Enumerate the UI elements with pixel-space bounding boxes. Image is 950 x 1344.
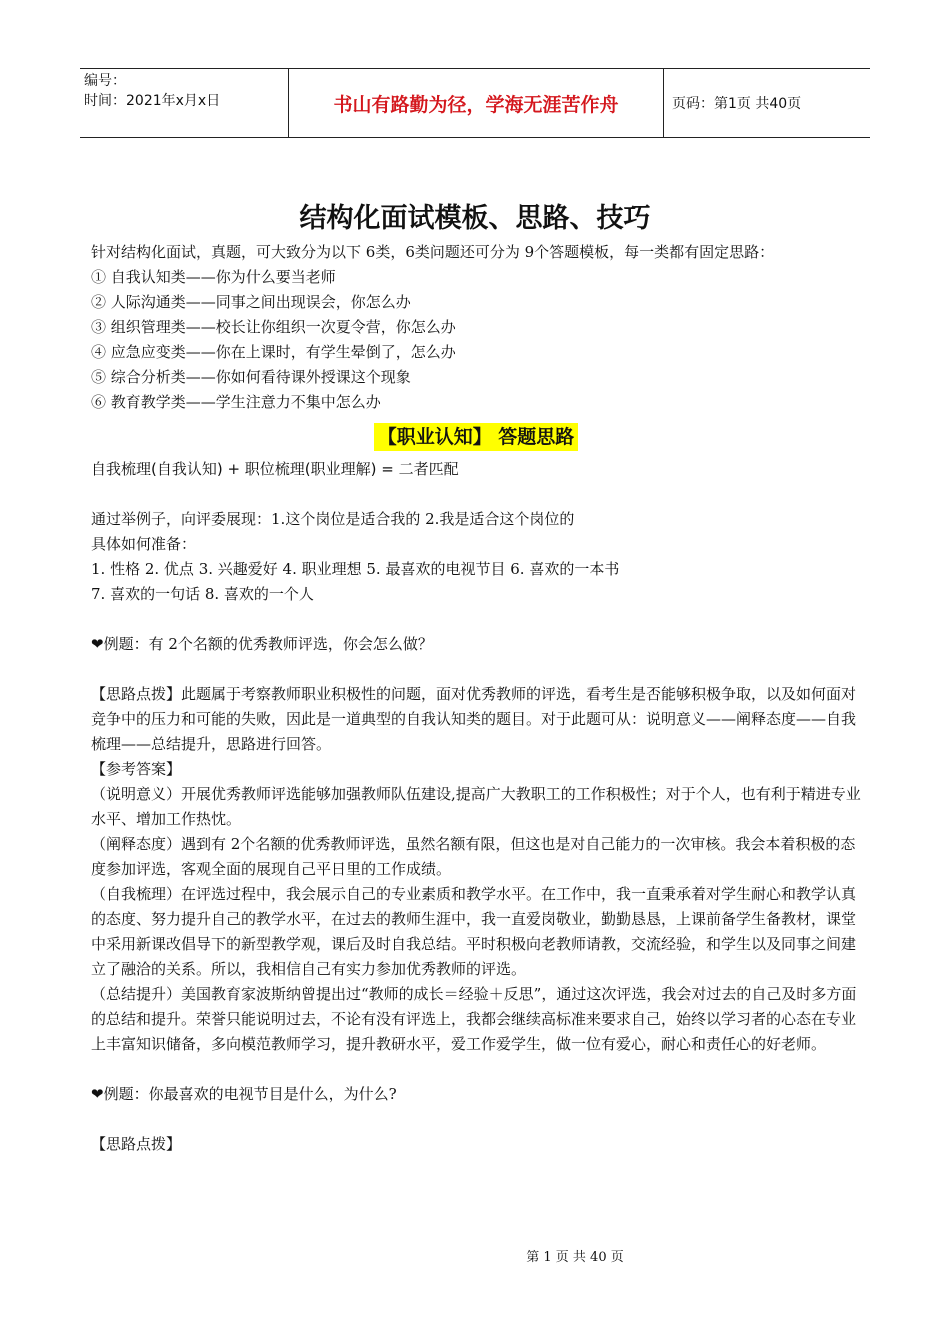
category-item: ④ 应急应变类——你在上课时，有学生晕倒了，怎么办 bbox=[91, 343, 456, 361]
document-title: 结构化面试模板、思路、技巧 bbox=[299, 203, 651, 234]
show-line: 通过举例子，向评委展现：1.这个岗位是适合我的 2.我是适合这个岗位的 bbox=[91, 510, 575, 528]
formula-line: 自我梳理(自我认知) + 职位梳理(职业理解) = 二者匹配 bbox=[91, 460, 459, 478]
answer-paragraph: （说明意义）开展优秀教师评选能够加强教师队伍建设,提高广大教职工的工作积极性；对于个人，也有利于精进专业水平、增加工作热忱。 bbox=[91, 785, 861, 828]
intro-paragraph: 针对结构化面试，真题，可大致分为以下 6类，6类问题还可分为 9个答题模板，每一类都有固定思路： bbox=[91, 243, 775, 261]
page-header bbox=[80, 68, 870, 138]
answer-paragraph: （自我梳理）在评选过程中，我会展示自己的专业素质和教学水平。在工作中，我一直秉承着对学生耐心和教学认真的态度、努力提升自己的教学水平，在过去的教师生涯中，我一直爱岗敬业，勤勤恳恳，上课前备学生备教材，课堂中采用新课改倡导下的新型教学观，课后及时自我总结。平时积极向老教师请教，交流经验，和学生以及同事之间建立了融洽的关系。所以，我相信自己有实力参加优秀教师的评选。 bbox=[91, 885, 857, 978]
number-label: 编号： bbox=[84, 73, 126, 89]
page-footer: 第 1 页 共 40 页 bbox=[526, 1250, 624, 1265]
section-heading-wrap bbox=[91, 423, 861, 451]
category-item: ⑤ 综合分析类——你如何看待课外授课这个现象 bbox=[91, 368, 411, 386]
spacer bbox=[91, 1107, 861, 1132]
spacer bbox=[91, 657, 861, 682]
section-heading: 【职业认知】 答题思路 bbox=[374, 423, 579, 451]
answer-paragraph: （总结提升）美国教育家波斯纳曾提出过“教师的成长＝经验＋反思”，通过这次评选，我会对过去的自己及时多方面的总结和提升。荣誉只能说明过去，不论有没有评选上，我都会继续高标准来要求自己，始终以学习者的心态在专业上丰富知识储备，多向模范教师学习，提升教研水平，爱工作爱学生，做一位有爱心，耐心和责任心的好老师。 bbox=[91, 985, 857, 1053]
hint-label: 【思路点拨】 bbox=[91, 1135, 182, 1153]
time-label: 时间：2021年x月x日 bbox=[84, 93, 221, 109]
spacer bbox=[91, 1057, 861, 1082]
reference-label: 【参考答案】 bbox=[91, 760, 182, 778]
answer-paragraph: （阐释态度）遇到有 2个名额的优秀教师评选，虽然名额有限，但这也是对自己能力的一次审核。我会本着积极的态度参加评选，客观全面的展现自己平日里的工作成绩。 bbox=[91, 835, 856, 878]
category-item: ③ 组织管理类——校长让你组织一次夏令营，你怎么办 bbox=[91, 318, 456, 336]
example-question: ❤例题：有 2个名额的优秀教师评选，你会怎么做？ bbox=[91, 635, 433, 653]
hint-paragraph: 【思路点拨】此题属于考察教师职业积极性的问题，面对优秀教师的评选，看考生是否能够积极争取，以及如何面对竞争中的压力和可能的失败，因此是一道典型的自我认知类的题目。对于此题可从：说明意义——阐释态度——自我梳理——总结提升，思路进行回答。 bbox=[91, 685, 857, 753]
header-meta bbox=[80, 69, 288, 137]
prep-label: 具体如何准备： bbox=[91, 535, 197, 553]
spacer bbox=[91, 607, 861, 632]
motto-text: 书山有路勤为径，学海无涯苦作舟 bbox=[333, 93, 619, 116]
category-item: ⑥ 教育教学类——学生注意力不集中怎么办 bbox=[91, 393, 381, 411]
header-page-info: 页码：第1页 共40页 bbox=[672, 96, 802, 112]
category-item: ① 自我认知类——你为什么要当老师 bbox=[91, 268, 336, 286]
document-body bbox=[91, 240, 861, 1157]
prep-line: 1. 性格 2. 优点 3. 兴趣爱好 4. 职业理想 5. 最喜欢的电视节目 6. 喜欢的一本书 bbox=[91, 560, 620, 578]
spacer bbox=[91, 482, 861, 507]
category-item: ② 人际沟通类——同事之间出现误会，你怎么办 bbox=[91, 293, 411, 311]
header-motto-cell bbox=[288, 69, 664, 137]
prep-line: 7. 喜欢的一句话 8. 喜欢的一个人 bbox=[91, 585, 314, 603]
example-question: ❤例题：你最喜欢的电视节目是什么，为什么? bbox=[91, 1085, 397, 1103]
